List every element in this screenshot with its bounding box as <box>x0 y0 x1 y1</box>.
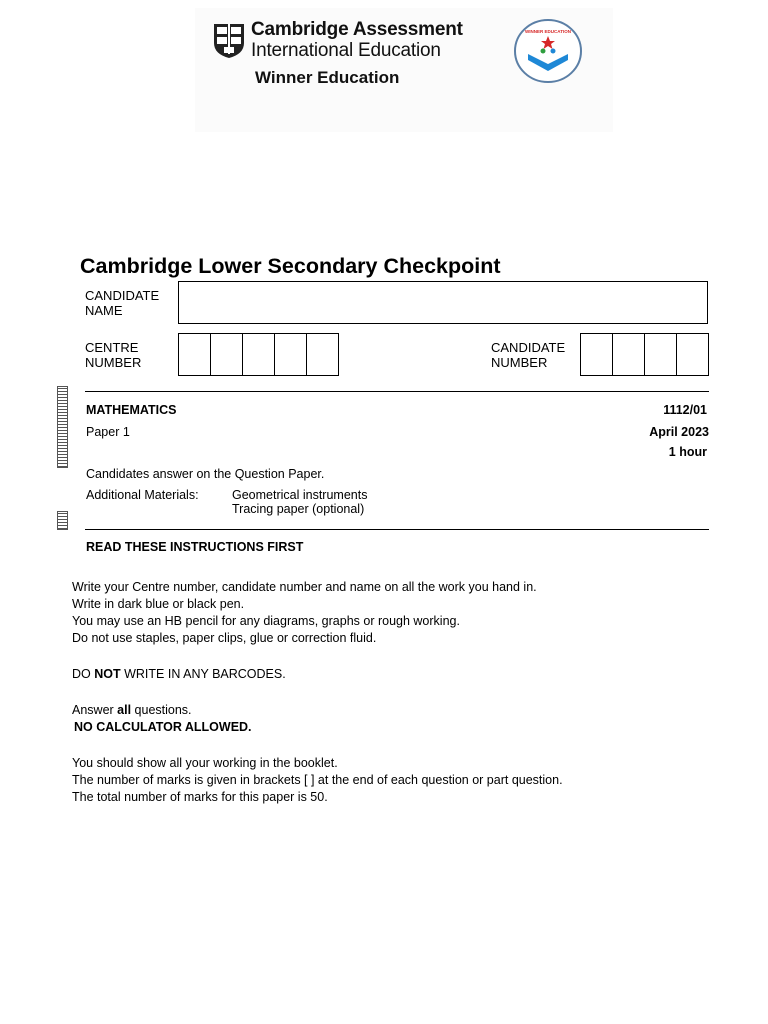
answer-instruction <box>72 702 192 719</box>
barcode-instruction-pre: DO <box>72 667 95 681</box>
candidate-number-label <box>491 340 565 370</box>
side-barcode-small <box>57 511 68 530</box>
instruction-line: You should show all your working in the booklet. <box>72 756 338 770</box>
instruction-line: Do not use staples, paper clips, glue or correction fluid. <box>72 631 377 645</box>
answer-instruction-bold: all <box>117 703 132 717</box>
divider-bottom <box>85 529 709 530</box>
centre-number-label <box>85 340 141 370</box>
instruction-line: The total number of marks for this paper is 50. <box>72 790 328 804</box>
winner-logo-text: WINNER EDUCATION <box>525 29 571 34</box>
cambridge-crest-icon <box>213 23 245 59</box>
centre-number-digit[interactable] <box>275 334 307 375</box>
candidate-number-label-line2: NUMBER <box>491 355 548 370</box>
session: April 2023 <box>649 425 709 439</box>
candidate-number-digit[interactable] <box>677 334 708 375</box>
candidate-number-digit[interactable] <box>645 334 677 375</box>
centre-number-field[interactable] <box>178 333 339 376</box>
instruction-line: You may use an HB pencil for any diagrams, graphs or rough working. <box>72 614 460 628</box>
candidate-number-digit[interactable] <box>613 334 645 375</box>
candidate-number-digit[interactable] <box>581 334 613 375</box>
paper-code: 1112/01 <box>663 403 707 417</box>
centre-number-digit[interactable] <box>179 334 211 375</box>
centre-number-label-line1: CENTRE <box>85 340 139 355</box>
answer-note: Candidates answer on the Question Paper. <box>86 467 325 481</box>
instruction-line: Write in dark blue or black pen. <box>72 597 245 611</box>
brand-line-2: International Education <box>251 40 441 61</box>
centre-number-digit[interactable] <box>243 334 275 375</box>
instruction-line: The number of marks is given in brackets [ ] at the end of each question or part question. <box>72 773 563 787</box>
candidate-number-label-line1: CANDIDATE <box>491 340 566 355</box>
instructions-heading: READ THESE INSTRUCTIONS FIRST <box>86 540 304 554</box>
duration: 1 hour <box>668 445 707 459</box>
barcode-instruction <box>72 666 286 683</box>
centre-number-digit[interactable] <box>307 334 338 375</box>
winner-education-logo-icon <box>512 18 584 84</box>
subject: MATHEMATICS <box>86 403 177 417</box>
divider-top <box>85 391 709 392</box>
brand-line-3: Winner Education <box>255 68 400 87</box>
candidate-name-label <box>85 288 159 318</box>
material-item: Tracing paper (optional) <box>232 502 365 516</box>
instruction-line: Write your Centre number, candidate number and name on all the work you hand in. <box>72 580 537 594</box>
centre-number-label-line2: NUMBER <box>85 355 142 370</box>
side-barcode <box>57 386 68 468</box>
material-item: Geometrical instruments <box>232 488 368 502</box>
candidate-name-label-line2: NAME <box>85 303 123 318</box>
answer-instruction-pre: Answer <box>72 703 118 717</box>
candidate-name-label-line1: CANDIDATE <box>85 288 160 303</box>
page-title: Cambridge Lower Secondary Checkpoint <box>80 254 501 278</box>
centre-number-digit[interactable] <box>211 334 243 375</box>
calculator-instruction: NO CALCULATOR ALLOWED. <box>74 720 252 734</box>
answer-instruction-post: questions. <box>131 703 192 717</box>
instructions-block-3 <box>72 755 563 806</box>
instructions-block-1 <box>72 579 537 647</box>
candidate-number-field[interactable] <box>580 333 709 376</box>
materials-label: Additional Materials: <box>86 488 199 502</box>
candidate-name-field[interactable] <box>178 281 708 324</box>
paper-name: Paper 1 <box>86 425 130 439</box>
brand-line-1: Cambridge Assessment <box>251 19 463 40</box>
barcode-instruction-post: WRITE IN ANY BARCODES. <box>120 667 286 681</box>
barcode-instruction-bold: NOT <box>94 667 121 681</box>
